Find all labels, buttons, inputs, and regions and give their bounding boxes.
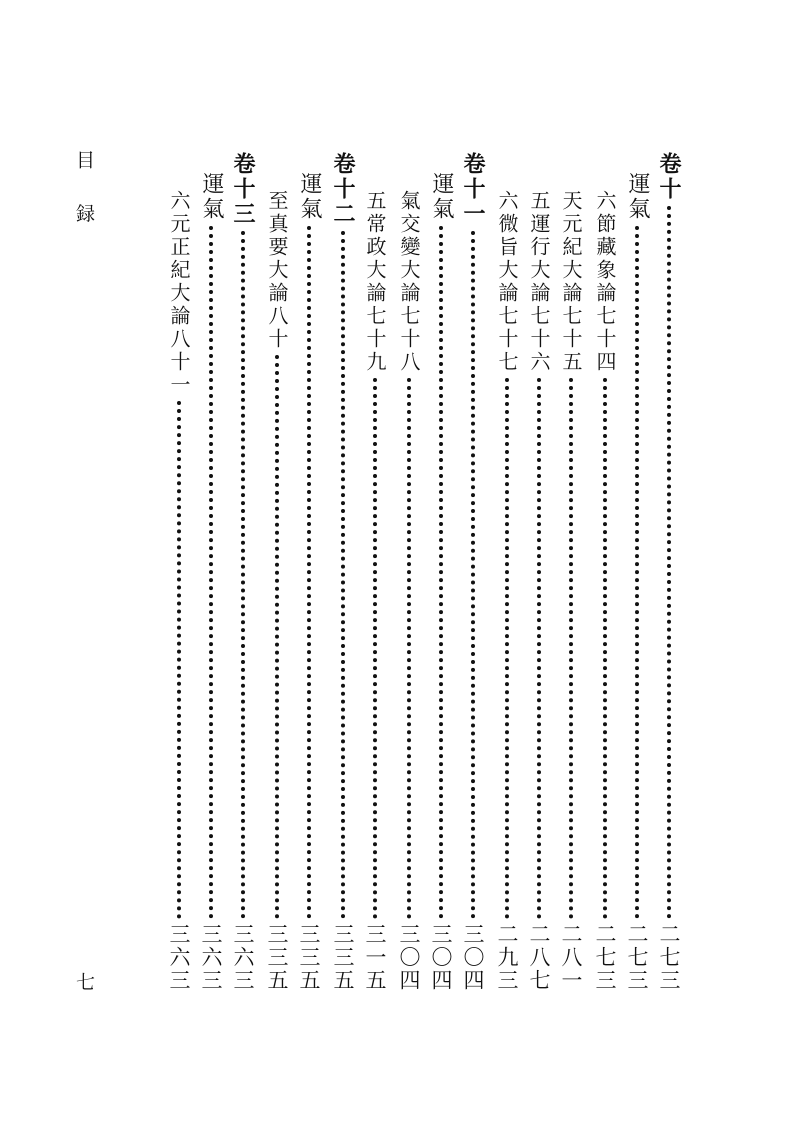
toc-entry-title: 卷十 [656,152,682,202]
toc-entry-page: 二七三 [657,923,681,992]
toc-entry-title: 至真要大論八十 [265,190,289,351]
dot-leader [275,355,279,919]
toc-entry-page: 三一五 [363,923,387,992]
dot-leader [603,378,607,919]
toc-entry-page: 三三五 [297,923,321,992]
toc-entry-title: 運氣 [429,172,454,222]
toc-entry-title: 運氣 [199,172,224,222]
toc-entry-title: 運氣 [625,172,650,222]
toc-entry-title: 卷十二 [330,152,356,227]
dot-leader [471,231,475,919]
dot-leader [241,231,245,919]
toc-entry[interactable] [330,152,356,992]
dot-leader [341,231,345,919]
dot-leader [307,226,311,919]
toc-entry-page: 三〇四 [397,923,421,992]
toc-entry[interactable] [296,172,322,992]
dot-leader [177,401,181,919]
toc-entry-page: 三六三 [231,923,255,992]
dot-leader [537,378,541,919]
dot-leader [635,226,639,919]
toc-entry-page: 三〇四 [429,923,453,992]
toc-entry-page: 三六三 [199,923,223,992]
toc-entry-title: 六元正紀大論八十一 [167,190,191,397]
toc-entry-page: 二八一 [559,923,583,992]
toc-entry-title: 運氣 [297,172,322,222]
dot-leader [505,378,509,919]
toc-entry[interactable] [230,152,256,992]
dot-leader [667,206,671,919]
page-number: 七 [73,972,95,1005]
running-header-title: 目 録 [73,150,95,237]
toc-entry[interactable] [558,190,584,992]
toc-entry[interactable] [428,172,454,992]
toc-entry-page: 二七三 [593,923,617,992]
toc-entry-title: 天元紀大論七十五 [559,190,583,374]
toc-entry-title: 氣交變大論七十八 [397,190,421,374]
toc-entry[interactable] [396,190,422,992]
dot-leader [569,378,573,919]
toc-entry-page: 二九三 [495,923,519,992]
dot-leader [373,378,377,919]
toc-entry-title: 五運行大論七十六 [527,190,551,374]
toc-entry-title: 卷十一 [460,152,486,227]
dot-leader [439,226,443,919]
toc-entry[interactable] [526,190,552,992]
toc-entry-page: 三〇四 [461,923,485,992]
toc-entry[interactable] [656,152,682,992]
dot-leader [407,378,411,919]
toc-entry-title: 五常政大論七十九 [363,190,387,374]
toc-entry[interactable] [624,172,650,992]
toc-entry-page: 二七三 [625,923,649,992]
toc-entry[interactable] [460,152,486,992]
toc-entry[interactable] [592,190,618,992]
toc-entry-page: 三六三 [167,923,191,992]
toc-entry[interactable] [198,172,224,992]
toc-entry-title: 六節藏象論七十四 [593,190,617,374]
toc-entry-title: 六微旨大論七十七 [495,190,519,374]
toc-entry[interactable] [494,190,520,992]
toc-entry[interactable] [264,190,290,992]
toc-entry[interactable] [166,190,192,992]
toc-entry-page: 二八七 [527,923,551,992]
toc-entry-page: 三三五 [331,923,355,992]
toc-entry-page: 三三五 [265,923,289,992]
toc-entry-title: 卷十三 [230,152,256,227]
dot-leader [209,226,213,919]
toc-entry[interactable] [362,190,388,992]
